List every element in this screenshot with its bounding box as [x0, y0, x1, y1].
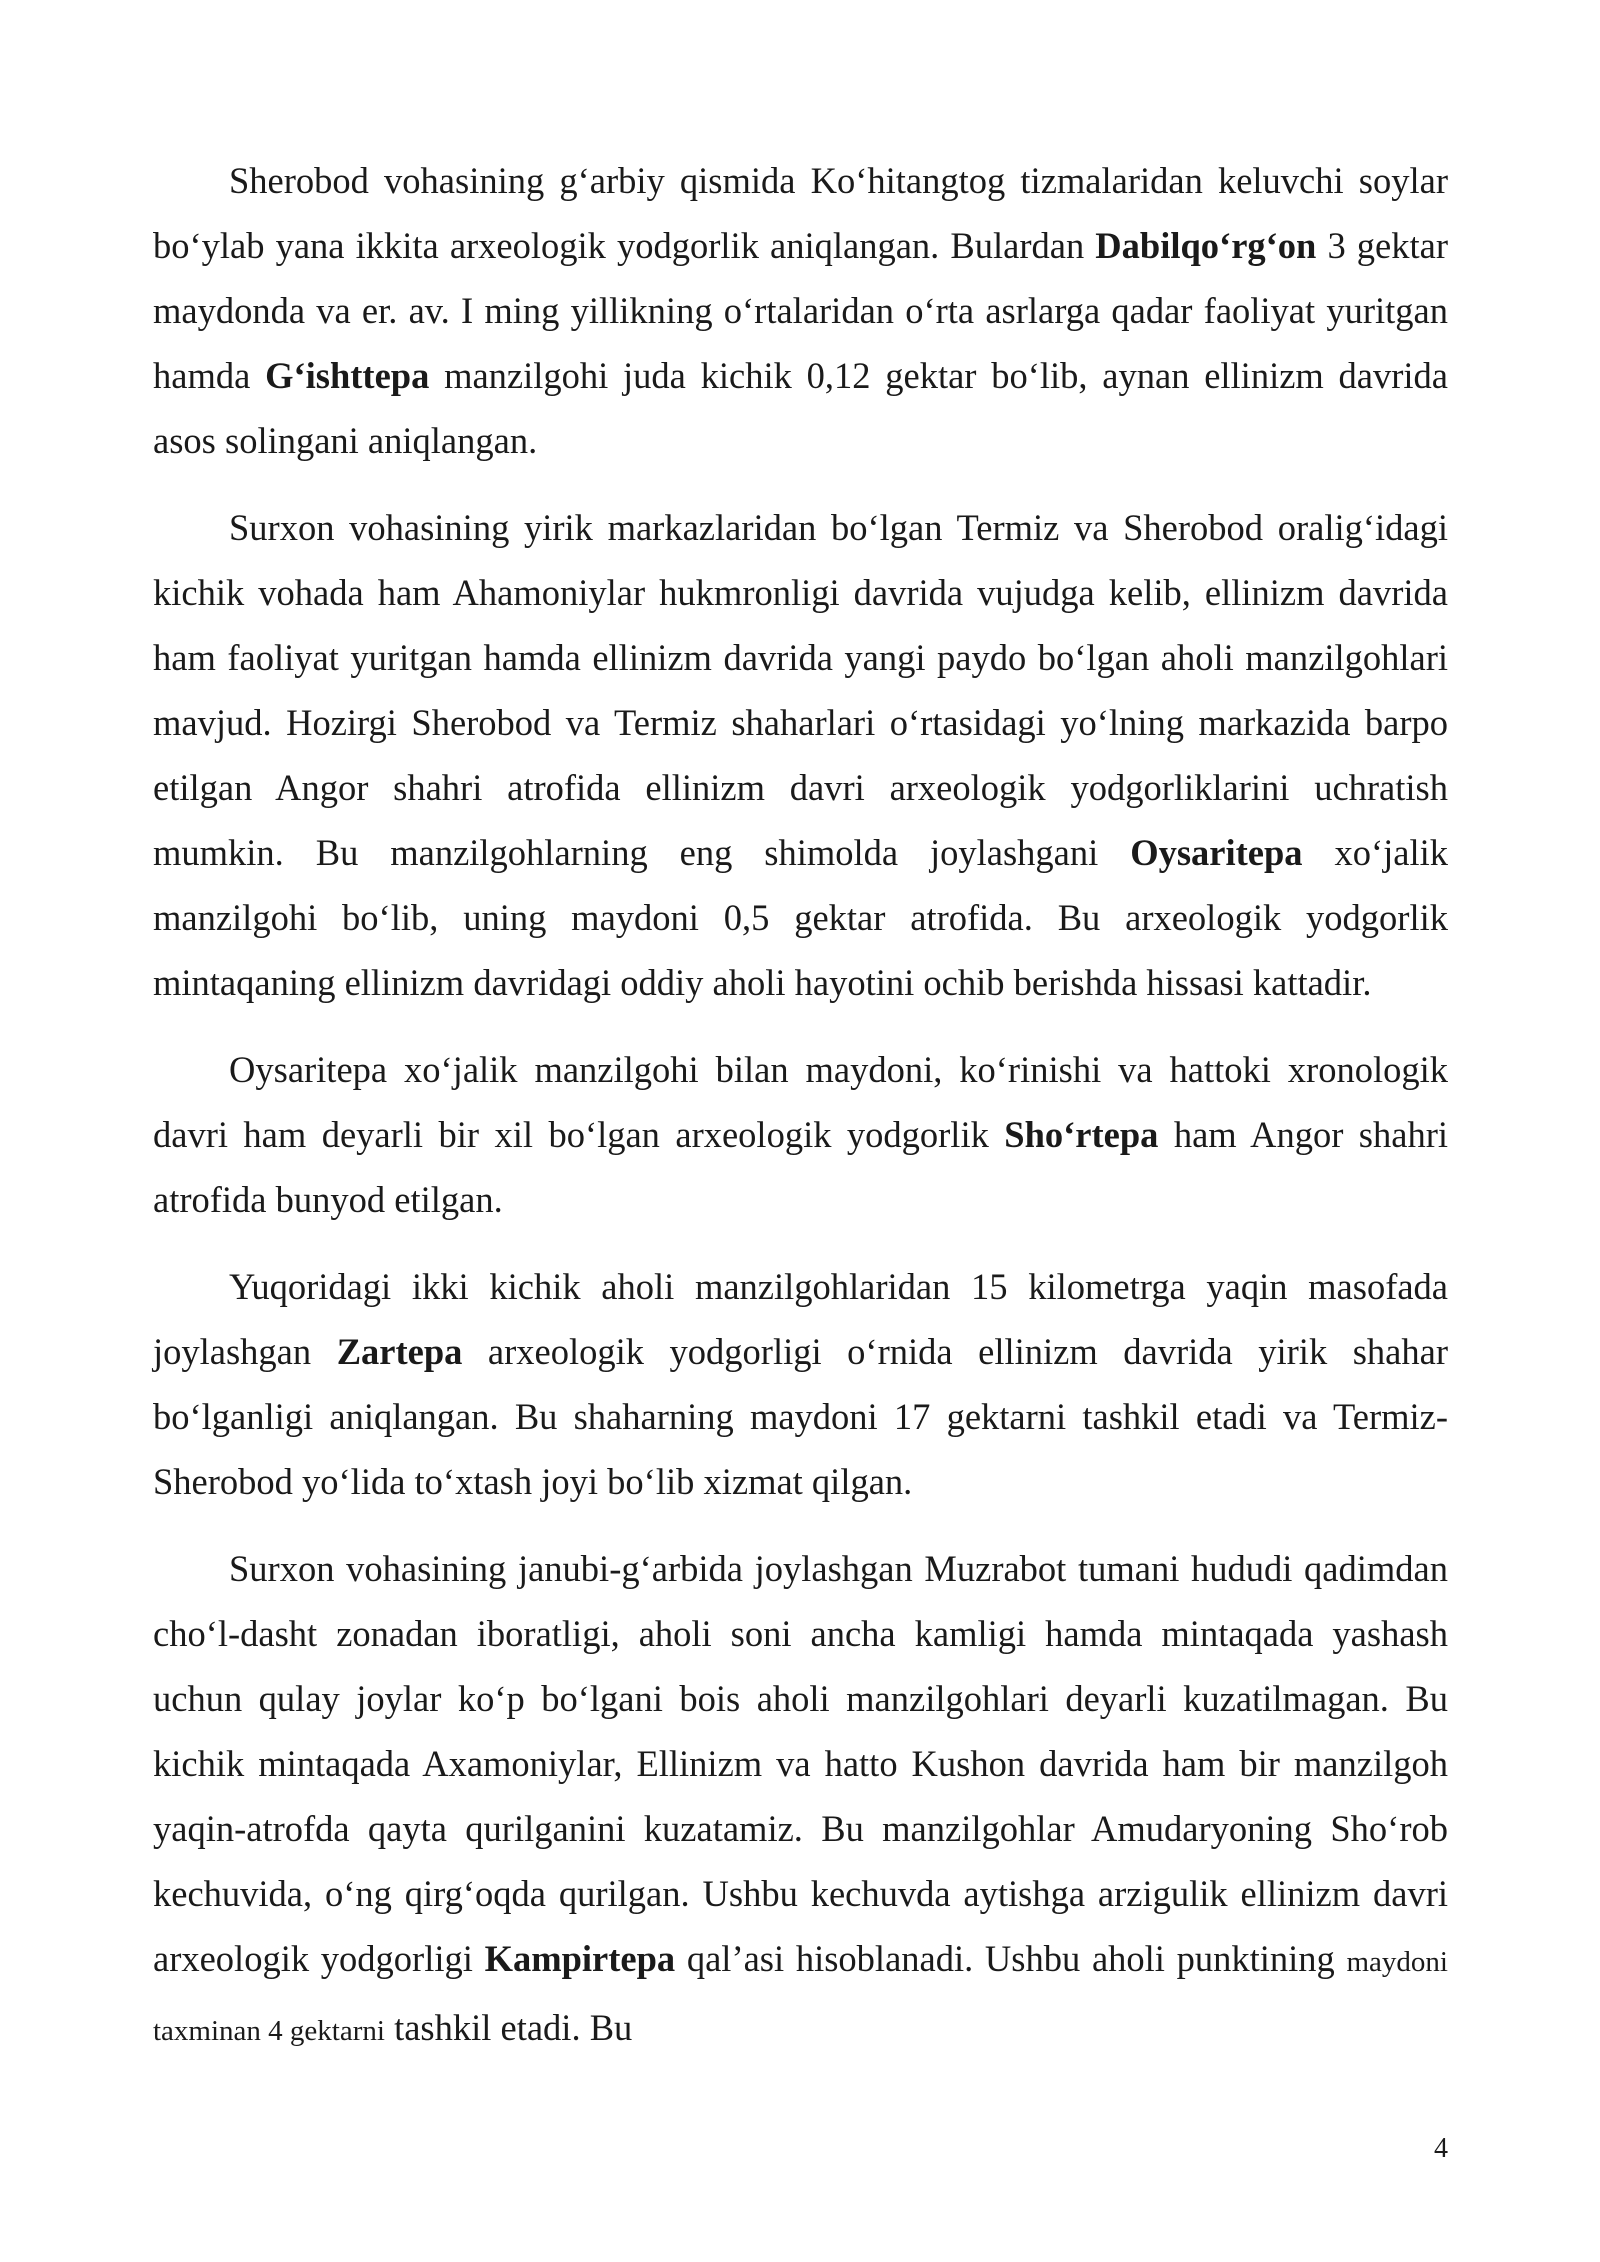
bold-term-kampirtepa: Kampirtepa	[484, 1938, 676, 1979]
paragraph-text: Surxon vohasining yirik markazlaridan bo‘lgan Termiz va Sherobod oralig‘idagi kichik vohada ham Ahamoniylar hukmronligi davrida vujudga kelib, ellinizm davrida ham faoliyat yuritgan hamda ellinizm davrida yangi paydo bo‘lgan aholi manzilgohlari mavjud. Hozirgi Sherobod va Termiz shaharlari o‘rtasidagi yo‘lning markazida barpo etilgan Angor shahri atrofida ellinizm davri arxeologik yodgorliklarini uchratish mumkin. Bu manzilgohlarning eng shimolda joylashgani	[153, 507, 1448, 873]
bold-term-zartepa: Zartepa	[336, 1331, 463, 1372]
bold-term-shortepa: Sho‘rtepa	[1004, 1114, 1159, 1155]
paragraph-text: qal’asi hisoblanadi. Ushbu aholi punktining	[675, 1938, 1347, 1979]
paragraph-text: Surxon vohasining janubi-g‘arbida joylashgan Muzrabot tumani hududi qadimdan cho‘l-dasht zonadan iboratligi, aholi soni ancha kamligi hamda mintaqada yashash uchun qulay joylar ko‘p bo‘lgani bois aholi manzilgohlari deyarli kuzatilmagan. Bu kichik mintaqada Axamoniylar, Ellinizm va hatto Kushon davrida ham bir manzilgoh yaqin-atrofda qayta qurilganini kuzatamiz. Bu manzilgohlar Amudaryoning Sho‘rob kechuvida, o‘ng qirg‘oqda qurilgan. Ushbu kechuvda aytishga arzigulik ellinizm davri arxeologik yodgorligi	[153, 1548, 1448, 1979]
paragraph-2	[153, 495, 1448, 1015]
small-text-run: maydoni taxminan 4 gektarni	[153, 1946, 1448, 2047]
paragraph-1	[153, 148, 1448, 473]
paragraph-3	[153, 1037, 1448, 1232]
paragraph-text: arxeologik yodgorligi o‘rnida ellinizm davrida yirik shahar bo‘lganligi aniqlangan. Bu shaharning maydoni 17 gektarni tashkil etadi va Termiz-Sherobod yo‘lida to‘xtash joyi bo‘lib xizmat qilgan.	[153, 1331, 1448, 1502]
paragraph-text: tashkil etadi. Bu	[384, 2007, 633, 2048]
paragraph-text: Sherobod vohasining g‘arbiy qismida Ko‘hitangtog tizmalaridan keluvchi soylar bo‘ylab yana ikkita arxeologik yodgorlik aniqlangan. Bulardan	[153, 160, 1448, 266]
bold-term-gishttepa: G‘ishttepa	[265, 355, 430, 396]
paragraph-5	[153, 1536, 1448, 2064]
paragraph-text: Yuqoridagi ikki kichik aholi manzilgohlaridan 15 kilometrga yaqin masofada joylashgan	[153, 1266, 1448, 1372]
paragraph-text: ham Angor shahri atrofida bunyod etilgan.	[153, 1114, 1448, 1220]
bold-term-oysaritepa: Oysaritepa	[1130, 832, 1303, 873]
paragraph-4	[153, 1254, 1448, 1514]
paragraph-text: 3 gektar maydonda va er. av. I ming yillikning o‘rtalaridan o‘rta asrlarga qadar faoliyat yuritgan hamda	[153, 225, 1449, 396]
paragraph-text: Oysaritepa xo‘jalik manzilgohi bilan maydoni, ko‘rinishi va hattoki xronologik davri ham deyarli bir xil bo‘lgan arxeologik yodgorlik	[153, 1049, 1448, 1155]
page-number: 4	[1434, 2133, 1448, 2164]
document-body	[153, 148, 1448, 2086]
paragraph-text: xo‘jalik manzilgohi bo‘lib, uning maydoni 0,5 gektar atrofida. Bu arxeologik yodgorlik mintaqaning ellinizm davridagi oddiy aholi hayotini ochib berishda hissasi kattadir.	[153, 832, 1448, 1003]
bold-term-dabilqorgon: Dabilqo‘rg‘on	[1095, 225, 1317, 266]
paragraph-text: manzilgohi juda kichik 0,12 gektar bo‘lib, aynan ellinizm davrida asos solingani aniqlangan.	[153, 355, 1449, 461]
